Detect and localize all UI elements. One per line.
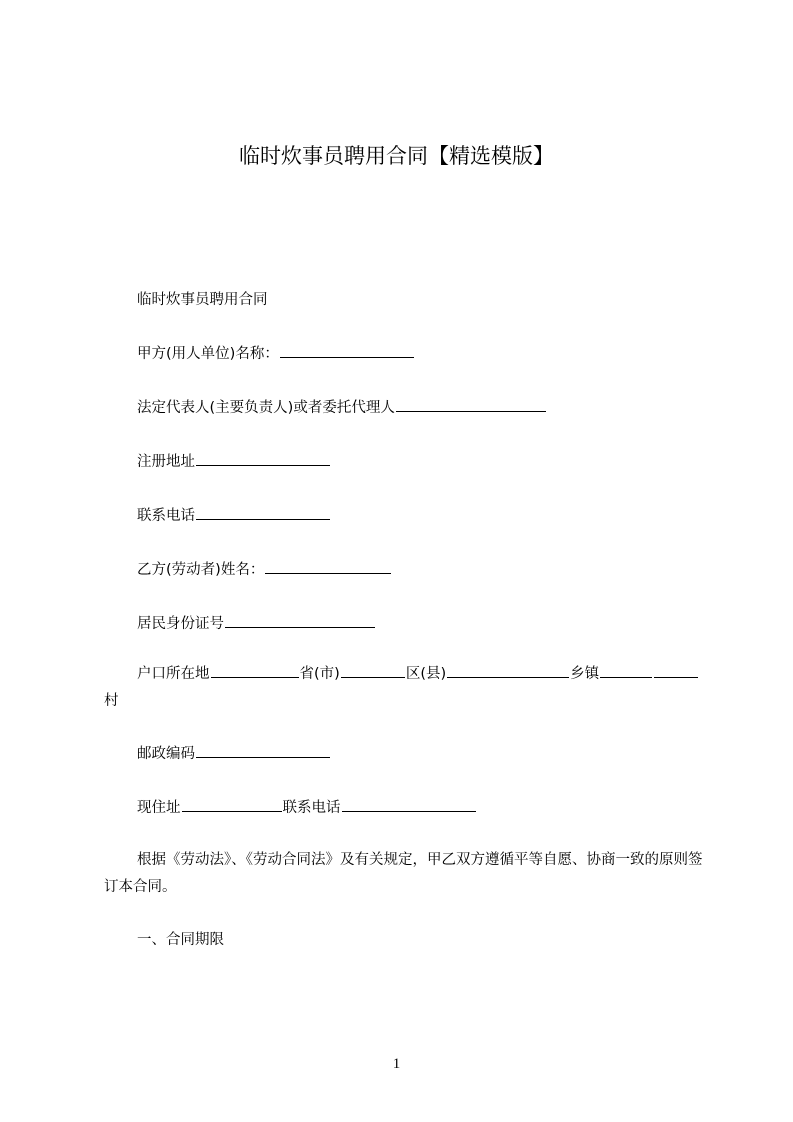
id-number-blank <box>225 612 375 628</box>
household-province-blank <box>341 662 405 678</box>
household-town-blank <box>600 662 652 678</box>
postcode-label: 邮政编码 <box>137 746 195 762</box>
contact-phone-label: 联系电话 <box>137 508 195 524</box>
contact-phone-line <box>137 504 331 528</box>
current-phone-blank <box>342 796 476 812</box>
household-village-blank <box>654 662 698 678</box>
party-a-name-label: 甲方(用人单位)名称： <box>137 346 279 362</box>
legal-rep-line <box>137 396 547 420</box>
legal-rep-label: 法定代表人(主要负责人)或者委托代理人 <box>137 400 395 416</box>
party-b-name-line <box>137 558 392 582</box>
household-village-label: 村 <box>104 693 119 709</box>
contact-phone-blank <box>196 504 330 520</box>
household-town-label: 乡镇 <box>570 666 600 682</box>
household-province-label: 省(市) <box>299 666 340 682</box>
current-address-label: 现住址 <box>137 800 181 816</box>
household-registration-paragraph <box>104 661 704 715</box>
current-address-blank <box>182 796 282 812</box>
legal-rep-blank <box>396 396 546 412</box>
registered-address-line <box>137 450 331 474</box>
registered-address-blank <box>196 450 330 466</box>
current-address-line <box>137 796 477 820</box>
current-phone-label: 联系电话 <box>282 800 341 816</box>
household-label: 户口所在地 <box>137 666 210 682</box>
household-location-blank <box>211 662 299 678</box>
postcode-line <box>137 742 331 766</box>
section-1-heading: 一、合同期限 <box>137 932 224 948</box>
party-b-name-label: 乙方(劳动者)姓名： <box>137 562 265 578</box>
page-number: 1 <box>392 1056 401 1072</box>
household-district-label: 区(县) <box>405 666 447 682</box>
household-district-blank <box>447 662 569 678</box>
party-a-name-line <box>137 342 415 366</box>
contract-subtitle: 临时炊事员聘用合同 <box>137 292 268 308</box>
postcode-blank <box>196 742 330 758</box>
document-title: 临时炊事员聘用合同【精选模版】 <box>239 144 554 168</box>
id-number-label: 居民身份证号 <box>137 616 224 632</box>
id-number-line <box>137 612 376 636</box>
party-a-name-blank <box>280 342 414 358</box>
registered-address-label: 注册地址 <box>137 454 195 470</box>
party-b-name-blank <box>265 558 391 574</box>
legal-basis-paragraph: 根据《劳动法》、《劳动合同法》及有关规定，甲乙双方遵循平等自愿、协商一致的原则签订本合同。 <box>104 852 703 895</box>
